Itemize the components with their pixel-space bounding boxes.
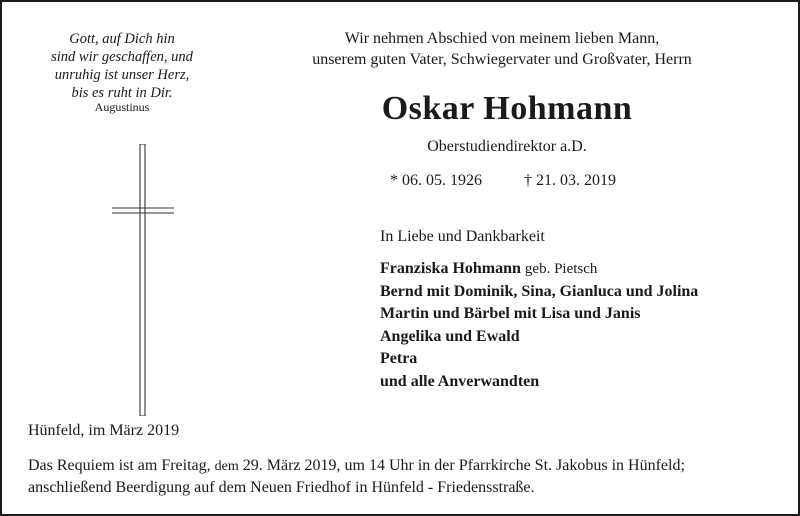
requiem-text: Das Requiem ist am Freitag,: [28, 457, 211, 474]
quote: [22, 30, 222, 102]
maiden-name-note: geb. Pietsch: [524, 261, 598, 277]
quote-author: Augustinus: [94, 100, 150, 114]
place-date: Hünfeld, im März 2019: [28, 422, 180, 439]
intro-line: unserem guten Vater, Schwiegervater und Großvater, Herrn: [312, 51, 692, 68]
requiem-info: [28, 455, 685, 498]
deceased-name: Oskar Hohmann: [381, 90, 633, 127]
requiem-line: [28, 455, 685, 477]
quote-line: sind wir geschaffen, und: [51, 49, 193, 65]
mourner-line: Bernd mit Dominik, Sina, Gianluca und Jolina: [380, 282, 699, 300]
requiem-line: anschließend Beerdigung auf dem Neuen Friedhof in Hünfeld - Friedensstraße.: [28, 479, 535, 496]
requiem-text: 29. März 2019, um 14 Uhr in der Pfarrkirche St. Jakobus in Hünfeld;: [242, 457, 685, 474]
intro-line: Wir nehmen Abschied von meinem lieben Mann,: [344, 30, 660, 47]
mourners-list: [380, 258, 698, 393]
death-date: † 21. 03. 2019: [524, 172, 616, 189]
cross-icon: [110, 144, 176, 416]
birth-date: * 06. 05. 1926: [390, 172, 482, 189]
mourners-heading: In Liebe und Dankbarkeit: [380, 228, 545, 245]
quote-line: Gott, auf Dich hin: [69, 31, 175, 47]
deceased-title: Oberstudiendirektor a.D.: [427, 138, 587, 155]
intro-text: [282, 28, 722, 70]
mourner-line: [380, 258, 698, 281]
mourner-name: Franziska Hohmann: [380, 260, 521, 277]
mourner-line: und alle Anverwandten: [380, 372, 540, 390]
quote-line: bis es ruht in Dir.: [71, 85, 173, 101]
mourner-line: Martin und Bärbel mit Lisa und Janis: [380, 305, 641, 322]
requiem-text: dem: [214, 459, 239, 474]
mourner-line: Angelika und Ewald: [380, 327, 520, 345]
mourner-line: Petra: [380, 350, 418, 367]
quote-line: unruhig ist unser Herz,: [54, 67, 190, 83]
